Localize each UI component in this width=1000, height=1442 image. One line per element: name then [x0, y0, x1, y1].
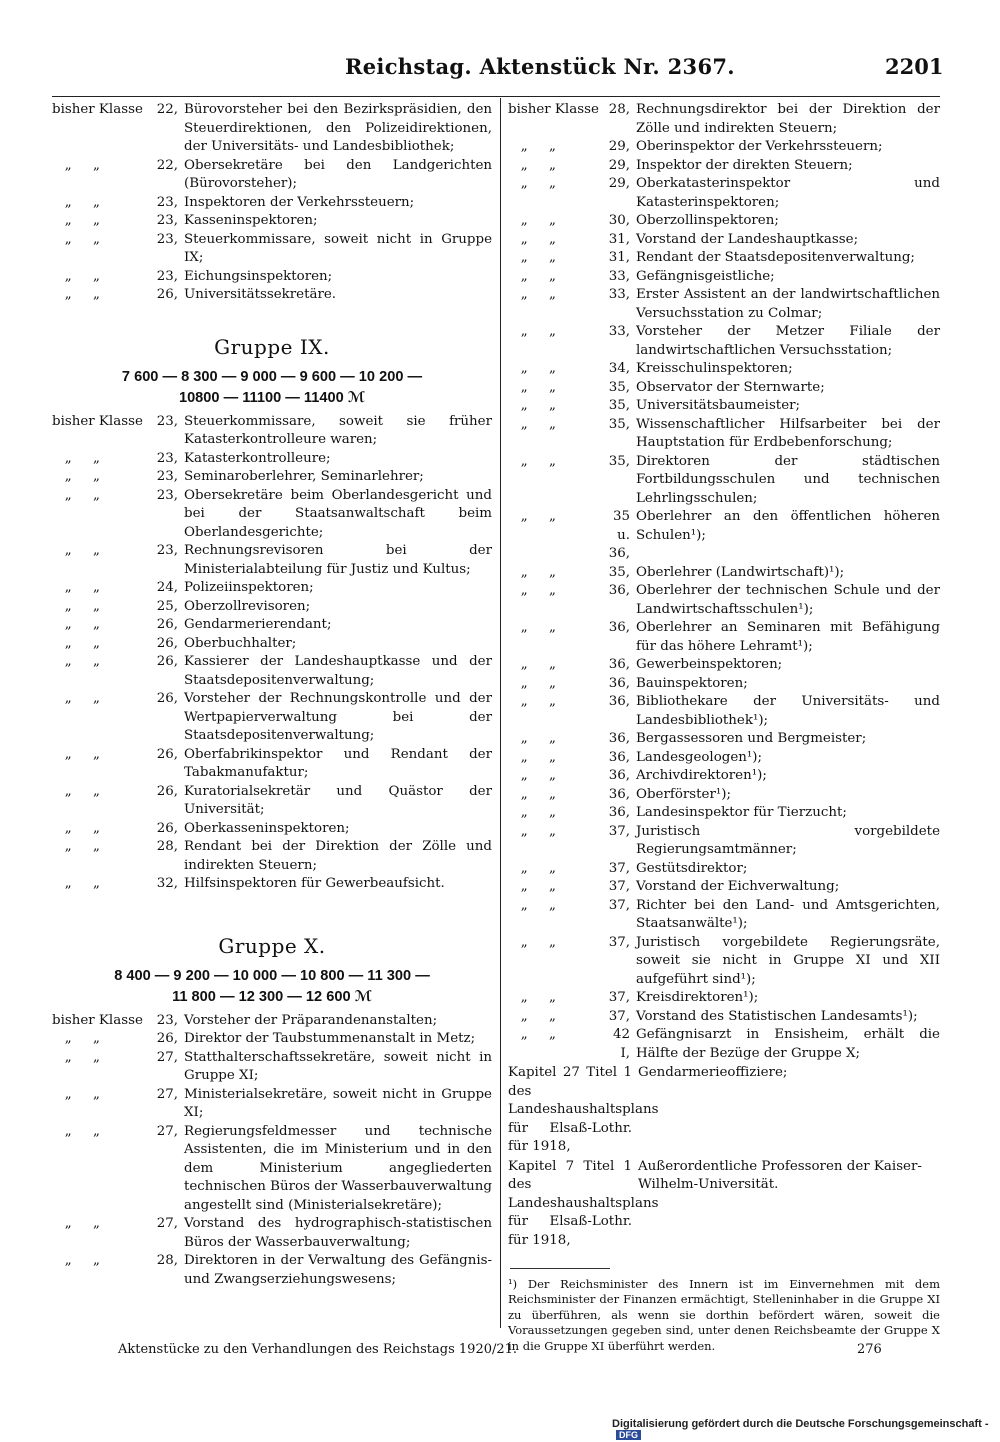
group-9-salary [52, 367, 492, 409]
class-number: 23, [156, 194, 178, 210]
list-item [52, 635, 492, 654]
entry-text: Hilfsinspektoren für Gewerbeaufsicht. [184, 876, 445, 891]
entry-text: Archivdirektoren¹); [636, 768, 767, 783]
group-9-list [52, 413, 492, 894]
class-number: 27, [156, 1086, 178, 1102]
class-number: 37, [608, 860, 630, 876]
kapitel-position: Gendarmerieoffiziere; [638, 1065, 788, 1080]
entry-text: Oberlehrer der technischen Schule und der Landwirtschaftsschulen¹); [636, 583, 940, 617]
list-item [52, 746, 492, 783]
entry-prefix: „ „ [508, 379, 556, 395]
list-item [508, 656, 940, 675]
entry-text: Vorsteher der Metzer Filiale der landwirtschaftlichen Versuchsstation; [636, 324, 940, 358]
entry-text: Vorstand des Statistischen Landesamts¹); [636, 1008, 918, 1024]
list-item [52, 598, 492, 617]
entry-prefix: „ „ [52, 654, 100, 669]
list-item [52, 286, 492, 305]
class-number: 23, [156, 469, 178, 484]
class-number: 26, [156, 654, 178, 669]
entry-text: Bibliothekare der Universitäts- und Landesbibliothek¹); [636, 694, 940, 728]
entry-text: Kuratorialsekretär und Quästor der Universität; [184, 783, 492, 817]
entry-prefix: „ „ [508, 990, 556, 1005]
entry-text: Oberförster¹); [636, 786, 731, 802]
entry-text: Rechnungsdirektor bei der Direktion der Zölle und indirekten Steuern; [636, 102, 940, 136]
list-item [508, 675, 940, 694]
entry-text: Direktoren in der Verwaltung des Gefängnis- und Zwangserziehungswesens; [184, 1253, 492, 1287]
entry-prefix: bisher Klasse [52, 1012, 143, 1028]
class-number: 22, [156, 157, 178, 173]
entry-prefix: „ „ [52, 487, 100, 503]
entry-text: Oberlehrer (Landwirtschaft)¹); [636, 564, 845, 580]
left-column [52, 101, 492, 1289]
salary-line: 8 400 — 9 200 — 10 000 — 10 800 — 11 300 — [114, 967, 430, 984]
list-item [508, 379, 940, 398]
list-item [52, 579, 492, 598]
entry-prefix: „ „ [52, 1031, 100, 1046]
list-item [508, 286, 940, 323]
list-item [508, 231, 940, 250]
list-item [508, 693, 940, 730]
entry-text: Bauinspektoren; [636, 675, 748, 691]
entry-text: Kreisdirektoren¹); [636, 990, 759, 1005]
list-item [508, 767, 940, 786]
list-item [508, 989, 940, 1008]
entry-text: Bergassessoren und Bergmeister; [636, 731, 867, 746]
list-continued [52, 101, 492, 305]
list-item [508, 878, 940, 897]
entry-text: Oberzollrevisoren; [184, 598, 311, 614]
class-number: 23, [156, 543, 178, 558]
entry-prefix: „ „ [52, 820, 100, 836]
list-item [52, 194, 492, 213]
entry-text: Direktoren der städtischen Fortbildungsschulen und technischen Lehrlingsschulen; [636, 453, 940, 506]
entry-text: Gefängnisgeistliche; [636, 268, 775, 284]
entry-prefix: „ „ [508, 879, 556, 894]
entry-text: Juristisch vorgebildete Regierungsräte, soweit sie nicht in Gruppe XI und XII aufgeführt sind¹); [636, 934, 940, 987]
class-number: 28, [156, 839, 178, 854]
entry-prefix: „ „ [508, 823, 556, 839]
class-number: 37, [608, 934, 630, 950]
list-item [52, 413, 492, 450]
class-number: 24, [156, 580, 178, 595]
running-title: Reichstag. Aktenstück Nr. 2367. [345, 54, 735, 79]
group-10-salary [52, 966, 492, 1008]
list-item [52, 1012, 492, 1031]
entry-prefix: „ „ [508, 139, 556, 154]
entry-text: Steuerkommissare, soweit nicht in Gruppe IX; [184, 231, 492, 265]
entry-prefix: „ „ [508, 398, 556, 413]
entry-prefix: „ „ [52, 450, 100, 466]
entry-text: Oberfabrikinspektor und Rendant der Tabakmanufaktur; [184, 746, 492, 780]
class-number: 42 I, [612, 1027, 630, 1061]
class-number: 28, [156, 1253, 178, 1268]
entry-prefix: „ „ [508, 416, 556, 432]
list-item [52, 1086, 492, 1123]
list-item [52, 268, 492, 287]
entry-prefix: „ „ [52, 839, 100, 854]
entry-prefix: bisher Klasse [508, 102, 599, 117]
entry-prefix: „ „ [508, 860, 556, 876]
entry-text: Oberkasseninspektoren; [184, 820, 350, 836]
class-number: 37, [608, 823, 630, 839]
entry-text: Rechnungsrevisoren bei der Ministerialabteilung für Justiz und Kultus; [184, 543, 492, 577]
class-number: 23, [156, 213, 178, 228]
entry-text: Vorstand der Eichverwaltung; [636, 879, 840, 894]
class-number: 25, [156, 598, 178, 614]
class-number: 23, [156, 1012, 178, 1028]
class-number: 36, [608, 583, 630, 598]
entry-prefix: „ „ [508, 453, 556, 469]
entry-text: Gendarmerierendant; [184, 617, 332, 632]
entry-prefix: „ „ [508, 231, 556, 247]
entry-prefix: „ „ [508, 564, 556, 580]
list-item [508, 730, 940, 749]
class-number: 36, [608, 694, 630, 709]
entry-prefix: „ „ [508, 268, 556, 284]
entry-text: Gewerbeinspektoren; [636, 657, 783, 672]
list-item [52, 783, 492, 820]
list-item [52, 875, 492, 894]
entry-prefix: bisher Klasse [52, 413, 143, 429]
entry-prefix: „ „ [52, 635, 100, 651]
list-item [52, 212, 492, 231]
list-item [52, 101, 492, 157]
class-number: 23, [156, 268, 178, 284]
entry-text: Kasseninspektoren; [184, 213, 318, 228]
list-item [52, 838, 492, 875]
list-item [508, 786, 940, 805]
list-item [508, 934, 940, 990]
entry-prefix: „ „ [52, 1049, 100, 1065]
list-item [508, 175, 940, 212]
entry-prefix: „ „ [508, 768, 556, 783]
class-number: 36, [608, 731, 630, 746]
list-item [52, 1030, 492, 1049]
class-number: 36, [608, 768, 630, 783]
class-number: 35, [608, 453, 630, 469]
list-item [508, 749, 940, 768]
class-number: 36, [608, 620, 630, 635]
class-number: 35, [608, 564, 630, 580]
salary-line: 11 800 — 12 300 — 12 600 ℳ [172, 988, 372, 1005]
entry-prefix: „ „ [508, 1027, 556, 1042]
kapitel-reference: Kapitel 27 Titel 1 des Landeshaushaltsplans für Elsaß-Lothr. für 1918, [508, 1065, 659, 1154]
list-item [508, 157, 940, 176]
entry-text: Obersekretäre bei den Landgerichten (Bürovorsteher); [184, 157, 492, 191]
entry-prefix: „ „ [52, 231, 100, 247]
list-item [52, 231, 492, 268]
entry-prefix: „ „ [508, 361, 556, 376]
entry-text: Direktor der Taubstummenanstalt in Metz; [184, 1031, 476, 1046]
class-number: 26, [156, 691, 178, 706]
class-number: 35, [608, 379, 630, 395]
list-item [52, 1049, 492, 1086]
dfg-credit-text: Digitalisierung gefördert durch die Deutsche Forschungsgemeinschaft - [612, 1418, 989, 1430]
entry-text: Universitätsbaumeister; [636, 398, 801, 413]
entry-prefix: „ „ [52, 598, 100, 614]
column-divider [500, 98, 501, 1328]
entry-text: Polizeiinspektoren; [184, 580, 314, 595]
kapitel-item [508, 1064, 940, 1157]
entry-text: Eichungsinspektoren; [184, 268, 333, 284]
class-number: 23, [156, 487, 178, 503]
class-number: 36, [608, 675, 630, 691]
entry-text: Landesinspektor für Tierzucht; [636, 805, 847, 820]
kapitel-position: Außerordentliche Professoren der Kaiser-Wilhelm-Universität. [638, 1158, 922, 1192]
list-item [508, 360, 940, 379]
entry-prefix: „ „ [52, 268, 100, 284]
class-number: 36, [608, 786, 630, 802]
class-number: 37, [608, 1008, 630, 1024]
header-rule [52, 96, 940, 97]
class-number: 30, [608, 213, 630, 228]
list-item [52, 1123, 492, 1216]
entry-prefix: „ „ [508, 657, 556, 672]
class-number: 26, [156, 820, 178, 836]
list-item [508, 1008, 940, 1027]
group-10-title: Gruppe X. [218, 933, 326, 958]
entry-prefix: „ „ [508, 176, 556, 191]
entry-text: Erster Assistent an der landwirtschaftlichen Versuchsstation zu Colmar; [636, 287, 940, 321]
list-item [508, 582, 940, 619]
entry-prefix: „ „ [52, 469, 100, 484]
list-item [52, 450, 492, 469]
footnote-rule [510, 1268, 610, 1269]
entry-text: Gestütsdirektor; [636, 860, 748, 876]
class-number: 31, [608, 250, 630, 265]
list-item [52, 468, 492, 487]
dfg-credit [612, 1418, 1000, 1442]
entry-text: Oberlehrer an den öffentlichen höheren Schulen¹); [636, 509, 940, 543]
entry-prefix: „ „ [508, 157, 556, 173]
class-number: 32, [156, 876, 178, 891]
list-item [508, 268, 940, 287]
entry-prefix: „ „ [52, 1253, 100, 1268]
entry-text: Obersekretäre beim Oberlandesgericht und bei der Staatsanwaltschaft beim Oberlandesgerichte; [184, 487, 492, 540]
list-item [52, 157, 492, 194]
class-number: 26, [156, 746, 178, 762]
entry-text: Vorstand der Landeshauptkasse; [636, 231, 859, 247]
list-item [52, 542, 492, 579]
class-number: 26, [156, 635, 178, 651]
entry-prefix: „ „ [52, 194, 100, 210]
right-column [508, 101, 940, 1354]
list-item [508, 397, 940, 416]
class-number: 28, [608, 102, 630, 117]
class-number: 26, [156, 287, 178, 302]
entry-prefix: „ „ [508, 509, 556, 524]
class-number: 29, [608, 139, 630, 154]
list-item [508, 564, 940, 583]
class-number: 35 u. 36, [608, 509, 630, 561]
entry-prefix: „ „ [52, 157, 100, 173]
entry-prefix: „ „ [508, 731, 556, 746]
entry-text: Vorsteher der Präparandenanstalten; [184, 1012, 438, 1028]
entry-text: Vorstand des hydrographisch-statistischen Büros der Wasserbauverwaltung; [184, 1216, 492, 1250]
entry-prefix: „ „ [52, 746, 100, 762]
entry-text: Kassierer der Landeshauptkasse und der Staatsdepositenverwaltung; [184, 654, 492, 688]
entry-text: Oberkatasterinspektor und Katasterinspektoren; [636, 176, 940, 210]
entry-text: Oberzollinspektoren; [636, 213, 779, 228]
entry-text: Ministerialsekretäre, soweit nicht in Gruppe XI; [184, 1086, 492, 1120]
class-number: 33, [608, 268, 630, 284]
class-number: 26, [156, 783, 178, 799]
class-number: 27, [156, 1049, 178, 1065]
entry-text: Bürovorsteher bei den Bezirkspräsidien, den Steuerdirektionen, den Polizeidirektionen, der Universitäts- und Landesbibliothek; [184, 102, 492, 154]
entry-text: Rendant der Staatsdepositenverwaltung; [636, 250, 915, 265]
entry-prefix: „ „ [52, 1123, 100, 1139]
entry-text: Rendant bei der Direktion der Zölle und indirekten Steuern; [184, 839, 492, 873]
class-number: 23, [156, 450, 178, 466]
entry-prefix: „ „ [508, 694, 556, 709]
class-number: 36, [608, 805, 630, 820]
entry-text: Vorsteher der Rechnungskontrolle und der Wertpapierverwaltung bei der Staatsdepositenverwaltung; [184, 691, 492, 743]
entry-prefix: „ „ [52, 543, 100, 558]
kapitel-item [508, 1158, 940, 1251]
footer-source: Aktenstücke zu den Verhandlungen des Reichstags 1920/21. [118, 1342, 518, 1357]
class-number: 36, [608, 657, 630, 672]
group-10-list [52, 1012, 492, 1290]
kapitel-list [508, 1064, 940, 1250]
entry-prefix: „ „ [52, 1086, 100, 1102]
list-item [508, 453, 940, 509]
dfg-logo-icon: DFG [616, 1430, 641, 1440]
entry-text: Inspektoren der Verkehrssteuern; [184, 194, 415, 210]
kapitel-reference: Kapitel 7 Titel 1 des Landeshaushaltsplans für Elsaß-Lothr. für 1918, [508, 1158, 659, 1248]
class-number: 29, [608, 157, 630, 173]
footer-sheet-number: 276 [857, 1342, 882, 1357]
class-number: 23, [156, 413, 178, 429]
entry-prefix: „ „ [508, 934, 556, 950]
class-number: 26, [156, 617, 178, 632]
entry-prefix: bisher Klasse [52, 102, 143, 117]
list-item [508, 1026, 940, 1063]
entry-prefix: „ „ [508, 1008, 556, 1024]
entry-text: Statthalterschaftssekretäre, soweit nicht in Gruppe XI; [184, 1049, 492, 1083]
entry-prefix: „ „ [52, 287, 100, 302]
entry-prefix: „ „ [508, 620, 556, 635]
entry-prefix: „ „ [508, 749, 556, 765]
class-number: 34, [608, 361, 630, 376]
salary-line: 7 600 — 8 300 — 9 000 — 9 600 — 10 200 — [121, 368, 423, 385]
entry-prefix: „ „ [508, 250, 556, 265]
list-item [508, 897, 940, 934]
entry-text: Landesgeologen¹); [636, 749, 762, 765]
footnote: ¹) Der Reichsminister des Innern ist im Einvernehmen mit dem Reichsminister der Finanzen ermächtigt, Stelleninhaber in die Gruppe XI zu überführen, als wenn sie dorthin befördert wären, soweit die Voraussetzungen gegeben sind, unter denen Reichsbeamte der Gruppe X in die Gruppe XI überführt werden. [508, 1277, 940, 1353]
class-number: 33, [608, 287, 630, 302]
class-number: 27, [156, 1216, 178, 1231]
entry-text: Universitätssekretäre. [184, 287, 337, 302]
list-item [508, 860, 940, 879]
list-item [508, 619, 940, 656]
list-item [508, 249, 940, 268]
entry-text: Kreisschulinspektoren; [636, 361, 793, 376]
entry-prefix: „ „ [52, 617, 100, 632]
class-number: 31, [608, 231, 630, 247]
page-number: 2201 [885, 54, 944, 79]
list-item [52, 487, 492, 543]
entry-prefix: „ „ [508, 805, 556, 820]
entry-prefix: „ „ [52, 580, 100, 595]
entry-prefix: „ „ [52, 213, 100, 228]
page-header [0, 54, 1000, 82]
class-number: 37, [608, 990, 630, 1005]
class-number: 37, [608, 879, 630, 894]
entry-text: Seminaroberlehrer, Seminarlehrer; [184, 469, 424, 484]
list-item [52, 820, 492, 839]
list-item [52, 1215, 492, 1252]
entry-text: Gefängnisarzt in Ensisheim, erhält die Hälfte der Bezüge der Gruppe X; [636, 1027, 940, 1061]
list-item [52, 1252, 492, 1289]
salary-line: 10800 — 11100 — 11400 ℳ [178, 389, 366, 406]
entry-text: Observator der Sternwarte; [636, 379, 825, 395]
entry-text: Katasterkontrolleure; [184, 450, 331, 466]
entry-prefix: „ „ [508, 897, 556, 913]
class-number: 29, [608, 176, 630, 191]
list-item [508, 101, 940, 138]
list-item [508, 212, 940, 231]
class-number: 33, [608, 324, 630, 339]
entry-prefix: „ „ [508, 324, 556, 339]
list-item [52, 690, 492, 746]
class-number: 22, [156, 102, 178, 117]
entry-text: Richter bei den Land- und Amtsgerichten, Staatsanwälte¹); [636, 897, 940, 931]
entry-text: Wissenschaftlicher Hilfsarbeiter bei der Hauptstation für Erdbebenforschung; [636, 416, 940, 450]
list-item [508, 804, 940, 823]
entry-prefix: „ „ [508, 583, 556, 598]
class-number: 27, [156, 1123, 178, 1139]
entry-prefix: „ „ [508, 675, 556, 691]
list-item [508, 508, 940, 564]
list-item [508, 323, 940, 360]
group-10-list-continued [508, 101, 940, 1063]
class-number: 35, [608, 398, 630, 413]
class-number: 26, [156, 1031, 178, 1046]
entry-prefix: „ „ [52, 876, 100, 891]
list-item [52, 653, 492, 690]
group-9-title: Gruppe IX. [214, 334, 330, 359]
entry-text: Oberinspektor der Verkehrssteuern; [636, 139, 883, 154]
entry-text: Oberbuchhalter; [184, 635, 297, 651]
entry-text: Juristisch vorgebildete Regierungsamtmänner; [636, 823, 940, 857]
class-number: 35, [608, 416, 630, 432]
entry-text: Oberlehrer an Seminaren mit Befähigung für das höhere Lehramt¹); [636, 620, 940, 654]
entry-prefix: „ „ [52, 691, 100, 706]
entry-prefix: „ „ [508, 213, 556, 228]
class-number: 36, [608, 749, 630, 765]
list-item [52, 616, 492, 635]
entry-prefix: „ „ [508, 287, 556, 302]
entry-prefix: „ „ [508, 786, 556, 802]
entry-text: Steuerkommissare, soweit sie früher Katasterkontrolleure waren; [184, 413, 492, 447]
entry-text: Regierungsfeldmesser und technische Assistenten, die im Ministerium und in den dem Ministerium angegliederten technischen Büros der Wasserbauverwaltung angestellt sind (Ministerialsekretäre); [184, 1123, 492, 1213]
class-number: 23, [156, 231, 178, 247]
entry-prefix: „ „ [52, 1216, 100, 1231]
list-item [508, 138, 940, 157]
list-item [508, 416, 940, 453]
entry-text: Inspektor der direkten Steuern; [636, 157, 853, 173]
class-number: 37, [608, 897, 630, 913]
list-item [508, 823, 940, 860]
entry-prefix: „ „ [52, 783, 100, 799]
